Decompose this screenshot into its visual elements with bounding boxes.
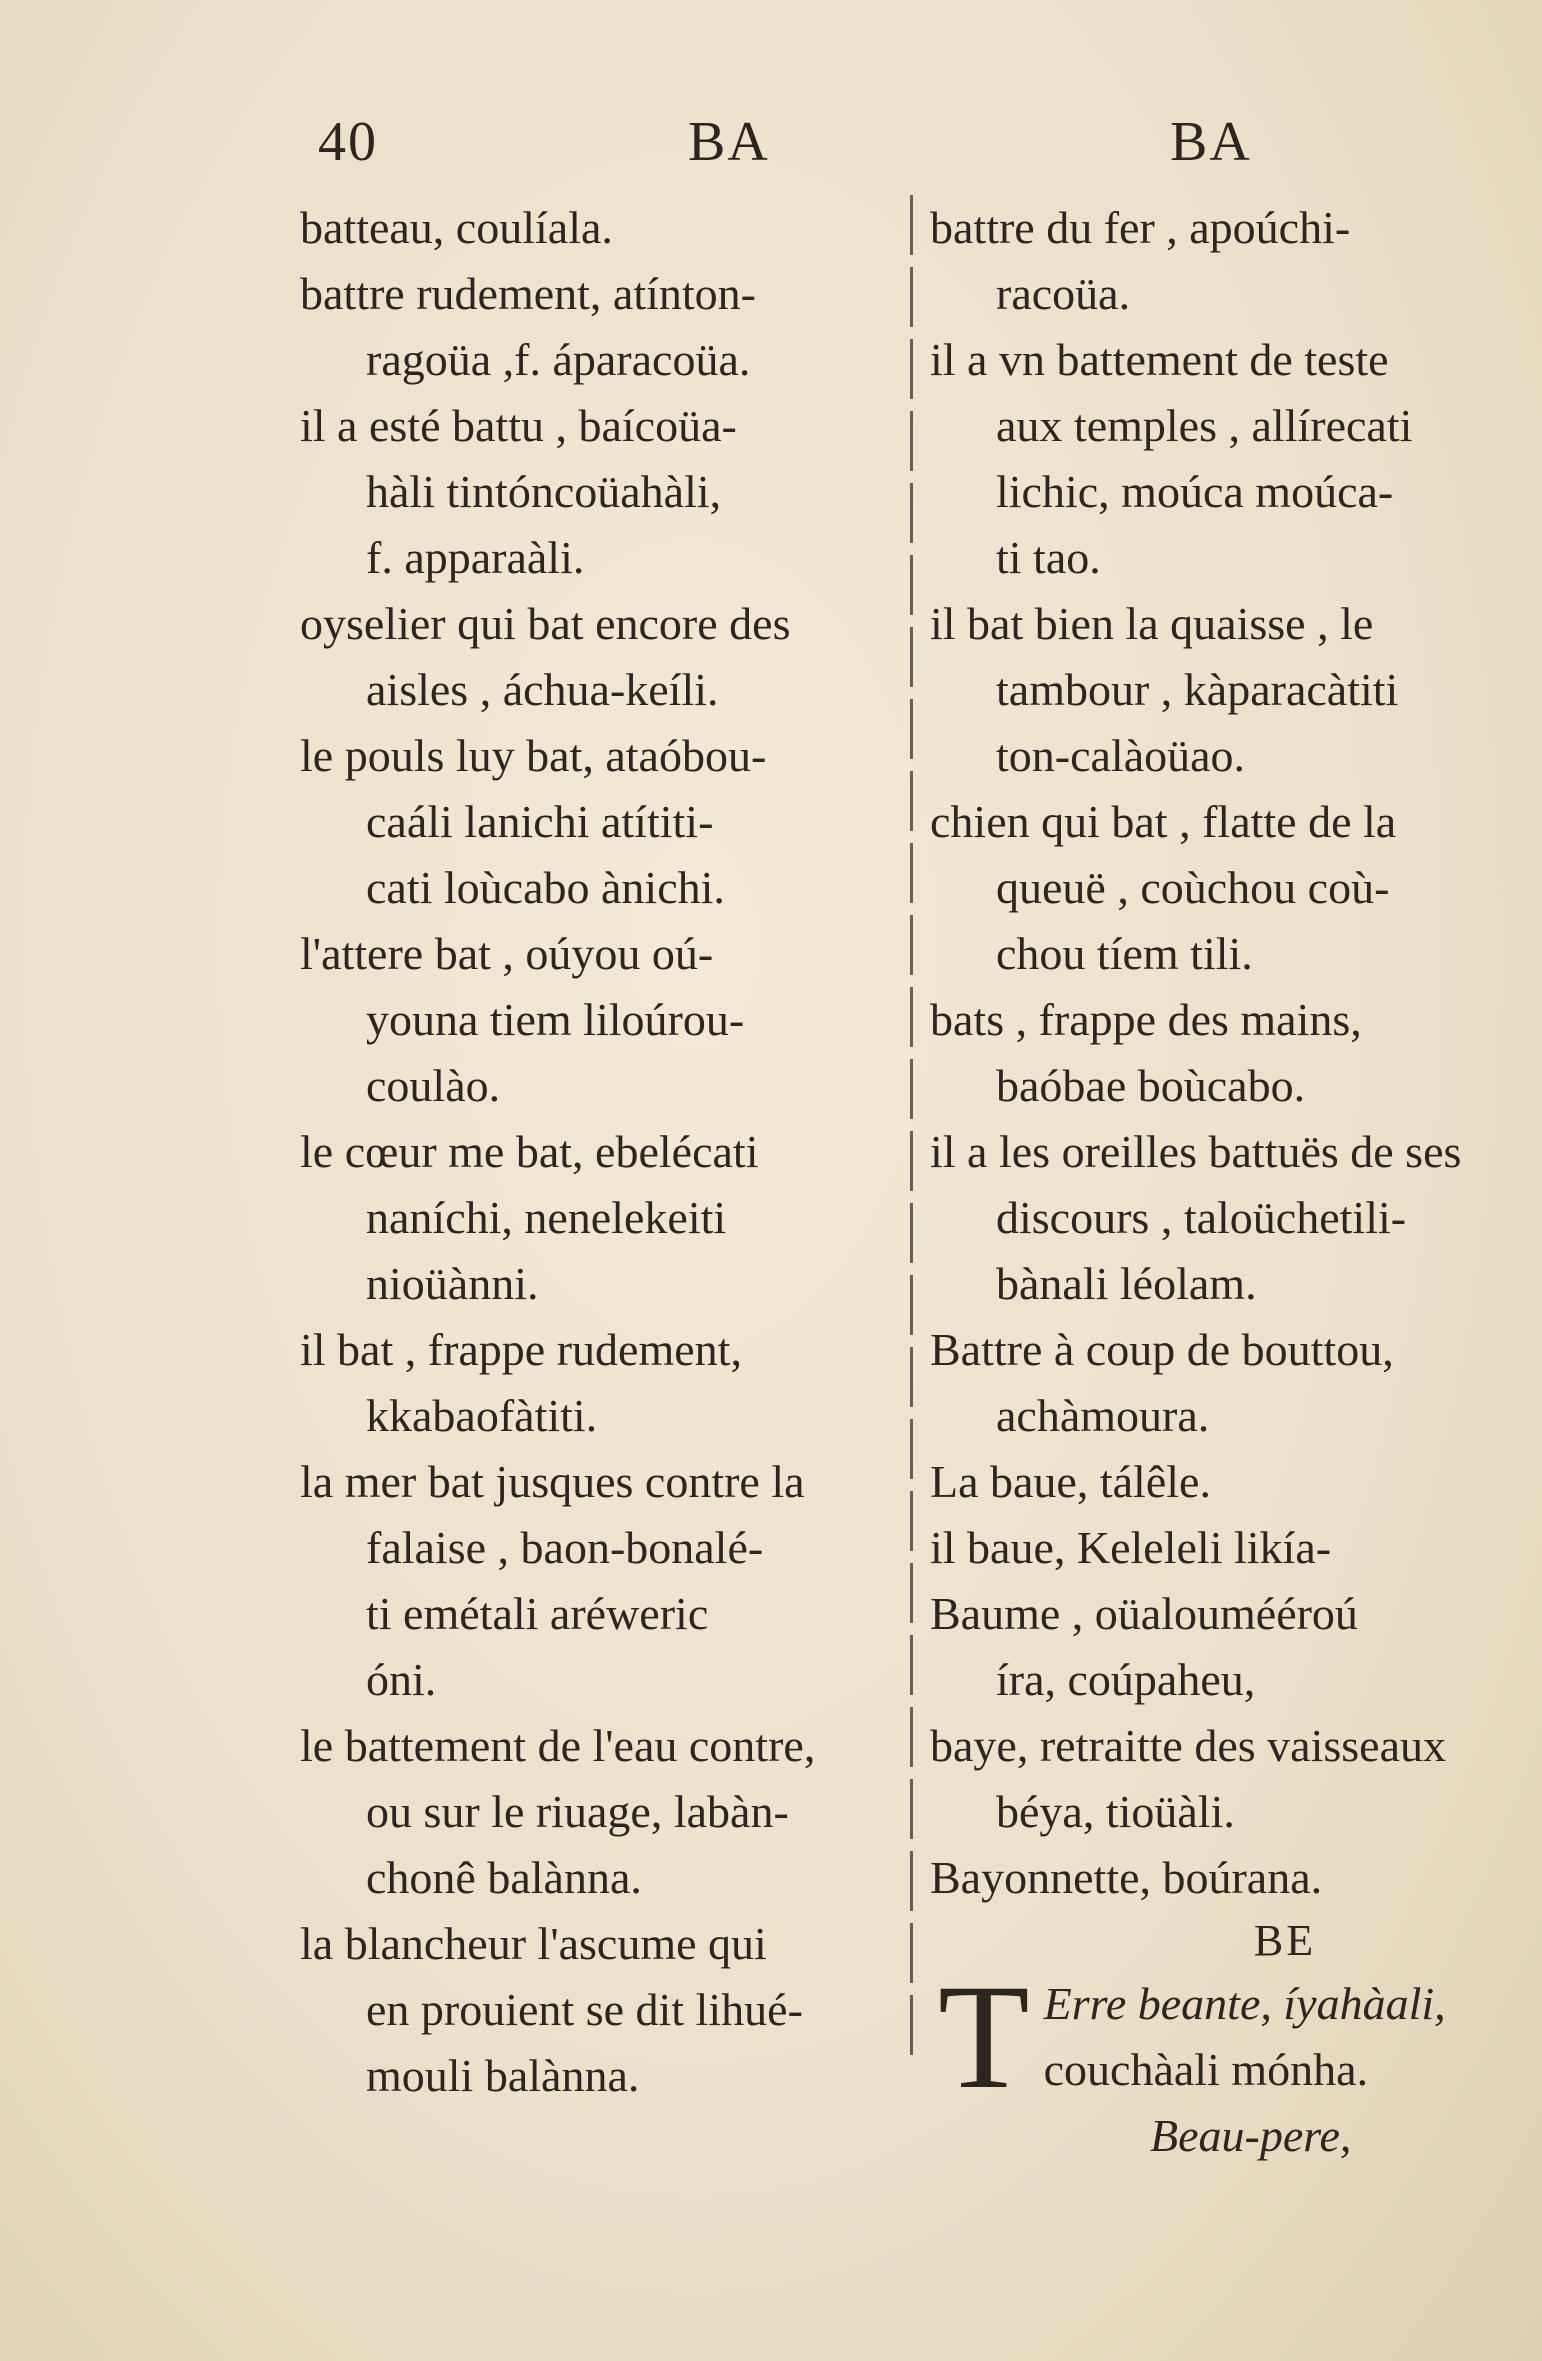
right-entry-line: ton-calàoüao. bbox=[996, 730, 1246, 781]
be-line-1: Erre beante, íyahàali, bbox=[1043, 1978, 1446, 2029]
left-entry-line: il a esté battu , baícoüa- bbox=[300, 400, 737, 451]
right-entry bbox=[930, 591, 1520, 789]
left-entry-line: youna tiem liloúrou- bbox=[366, 994, 745, 1045]
right-entry-line: baye, retraitte des vaisseaux bbox=[930, 1720, 1446, 1771]
left-entry-line: cati loùcabo ànichi. bbox=[366, 862, 725, 913]
right-entry-line: ti tao. bbox=[996, 532, 1101, 583]
left-column bbox=[300, 195, 900, 2109]
right-entry bbox=[930, 1119, 1520, 1317]
left-entry-line: oyselier qui bat encore des bbox=[300, 598, 791, 649]
left-entry-line: kkabaofàtiti. bbox=[366, 1390, 598, 1441]
right-entry-line: chien qui bat , flatte de la bbox=[930, 796, 1397, 847]
right-entry bbox=[930, 195, 1520, 327]
right-entry bbox=[930, 1845, 1520, 1911]
right-entry-line: achàmoura. bbox=[996, 1390, 1210, 1441]
right-column bbox=[930, 195, 1520, 2169]
left-entry-line: l'attere bat , oúyou oú- bbox=[300, 928, 714, 979]
right-entry-line: íra, coúpaheu, bbox=[996, 1654, 1256, 1705]
dropcap: T bbox=[938, 1954, 1030, 2120]
right-entry-line: queuë , coùchou coù- bbox=[996, 862, 1390, 913]
right-entry-line: Baume , oüaloumééroú bbox=[930, 1588, 1358, 1639]
catchword: Beau-pere, bbox=[1150, 2110, 1352, 2161]
running-head-right: BA bbox=[1170, 111, 1252, 173]
left-entry bbox=[300, 261, 900, 393]
left-entry-line: mouli balànna. bbox=[366, 2050, 640, 2101]
left-entry bbox=[300, 1713, 900, 1911]
left-entry bbox=[300, 393, 900, 591]
left-entry-line: la mer bat jusques contre la bbox=[300, 1456, 805, 1507]
left-entry-line: coulào. bbox=[366, 1060, 501, 1111]
page-number: 40 bbox=[318, 111, 378, 173]
left-entry-line: f. apparaàli. bbox=[366, 532, 585, 583]
right-entry bbox=[930, 1515, 1520, 1581]
right-entries bbox=[930, 195, 1520, 1911]
left-entry-line: naníchi, nenelekeiti bbox=[366, 1192, 727, 1243]
right-entry-line: aux temples , allírecati bbox=[996, 400, 1413, 451]
right-entry-line: bànali léolam. bbox=[996, 1258, 1257, 1309]
left-entry-line: ti emétali aréweric bbox=[366, 1588, 709, 1639]
left-entry-line: le pouls luy bat, ataóbou- bbox=[300, 730, 767, 781]
left-entry-line: hàli tintóncoüahàli, bbox=[366, 466, 722, 517]
right-entry-line: tambour , kàparacàtiti bbox=[996, 664, 1399, 715]
left-entry-line: la blancheur l'ascume qui bbox=[300, 1918, 767, 1969]
section-heading-be: BE bbox=[1253, 1916, 1317, 1965]
right-entry-line: Bayonnette, boúrana. bbox=[930, 1852, 1323, 1903]
left-entry-line: il bat , frappe rudement, bbox=[300, 1324, 742, 1375]
left-entry-line: caáli lanichi atítiti- bbox=[366, 796, 714, 847]
left-entry-line: battre rudement, atínton- bbox=[300, 268, 757, 319]
right-entry bbox=[930, 1713, 1520, 1845]
right-entry-line: Battre à coup de bouttou, bbox=[930, 1324, 1394, 1375]
right-entry-line: baóbae boùcabo. bbox=[996, 1060, 1306, 1111]
right-entry bbox=[930, 789, 1520, 987]
left-entry bbox=[300, 1317, 900, 1449]
right-entry-line: battre du fer , apoúchi- bbox=[930, 202, 1351, 253]
right-entry bbox=[930, 1581, 1520, 1713]
right-entry-line: il a vn battement de teste bbox=[930, 334, 1389, 385]
running-head-left: BA bbox=[688, 111, 770, 173]
left-entry-line: ragoüa ,f. áparacoüa. bbox=[366, 334, 751, 385]
left-entry bbox=[300, 921, 900, 1119]
left-entry-line: falaise , baon-bonalé- bbox=[366, 1522, 764, 1573]
left-entry-line: ou sur le riuage, labàn- bbox=[366, 1786, 789, 1837]
right-entry-line: il baue, Keleleli likía- bbox=[930, 1522, 1332, 1573]
right-entry bbox=[930, 1317, 1520, 1449]
right-entry bbox=[930, 1449, 1520, 1515]
left-entry bbox=[300, 723, 900, 921]
right-entry-line: béya, tioüàli. bbox=[996, 1786, 1235, 1837]
right-entry-line: il a les oreilles battuës de ses bbox=[930, 1126, 1462, 1177]
left-entry bbox=[300, 1119, 900, 1317]
be-line-2: couchàali mónha. bbox=[1043, 2044, 1369, 2095]
right-entry-line: bats , frappe des mains, bbox=[930, 994, 1362, 1045]
right-entry-line: racoüa. bbox=[996, 268, 1131, 319]
left-entry-line: en prouient se dit lihué- bbox=[366, 1984, 803, 2035]
left-entry bbox=[300, 1911, 900, 2109]
left-entry-line: óni. bbox=[366, 1654, 437, 1705]
left-entry bbox=[300, 1449, 900, 1713]
left-entry-line: le cœur me bat, ebelécati bbox=[300, 1126, 759, 1177]
right-entry bbox=[930, 987, 1520, 1119]
left-entry-line: chonê balànna. bbox=[366, 1852, 642, 1903]
right-entry-line: chou tíem tili. bbox=[996, 928, 1253, 979]
left-entry bbox=[300, 591, 900, 723]
left-entry-line: nioüànni. bbox=[366, 1258, 539, 1309]
column-rule bbox=[910, 195, 913, 2055]
left-entry-line: le battement de l'eau contre, bbox=[300, 1720, 816, 1771]
left-entry-line: batteau, coulíala. bbox=[300, 202, 613, 253]
right-entry bbox=[930, 327, 1520, 591]
be-entry bbox=[930, 1954, 1520, 2169]
left-entry bbox=[300, 195, 900, 261]
right-entry-line: il bat bien la quaisse , le bbox=[930, 598, 1374, 649]
right-entry-line: lichic, moúca moúca- bbox=[996, 466, 1394, 517]
left-entry-line: aisles , áchua-keíli. bbox=[366, 664, 719, 715]
right-entry-line: La baue, tálêle. bbox=[930, 1456, 1211, 1507]
right-entry-line: discours , taloüchetili- bbox=[996, 1192, 1407, 1243]
